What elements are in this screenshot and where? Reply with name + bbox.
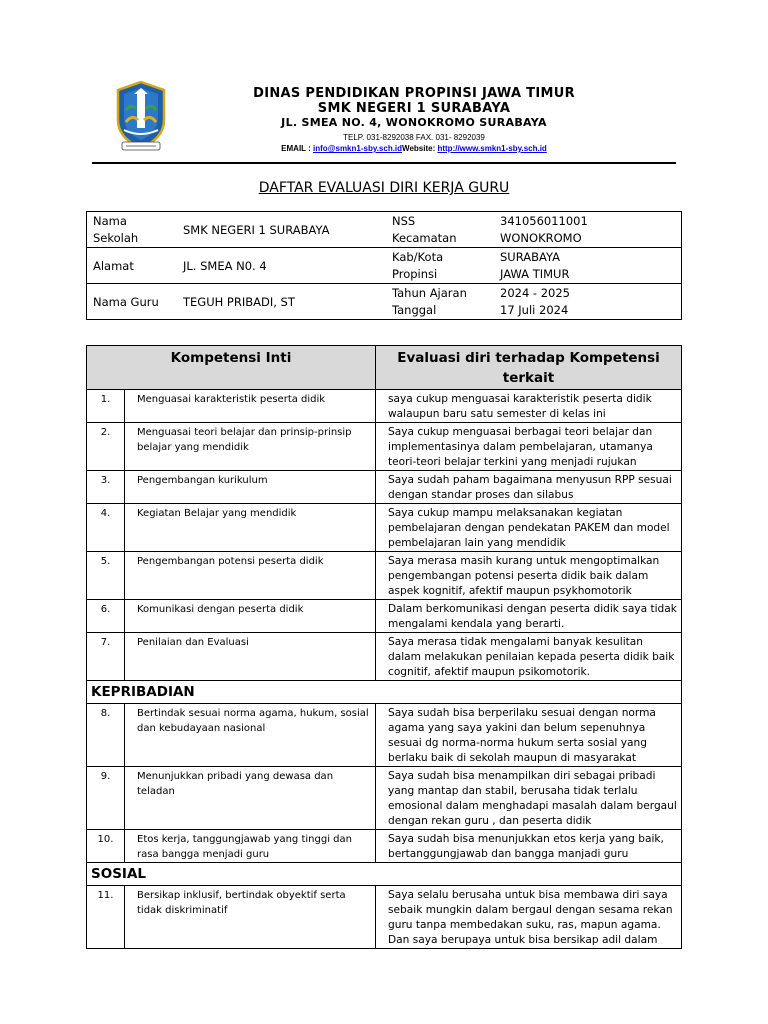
table-row: [87, 390, 682, 423]
row-number: 9.: [87, 767, 125, 830]
evaluasi-cell: saya cukup menguasai karakteristik peserta didik walaupun baru satu semester di kelas ini: [376, 390, 682, 423]
kompetensi-cell: Menunjukkan pribadi yang dewasa dan teladan: [125, 767, 376, 830]
kompetensi-cell: Pengembangan potensi peserta didik: [125, 552, 376, 600]
row-number: 1.: [87, 390, 125, 423]
tahun-tanggal-value: 2024 - 2025 17 Juli 2024: [498, 284, 682, 320]
table-row: [87, 552, 682, 600]
kompetensi-cell: Komunikasi dengan peserta didik: [125, 600, 376, 633]
evaluasi-cell: Saya sudah bisa menunjukkan etos kerja yang baik, bertanggungjawab dan bangga manjadi guru: [376, 830, 682, 863]
table-row: [87, 886, 682, 949]
table-header: [87, 346, 682, 390]
kepribadian-rows: [87, 704, 682, 863]
document-title: DAFTAR EVALUASI DIRI KERJA GURU: [258, 180, 510, 196]
kompetensi-cell: Bertindak sesuai norma agama, hukum, sosial dan kebudayaan nasional: [125, 704, 376, 767]
nama-sekolah-label: Nama Sekolah: [87, 212, 184, 248]
alamat-label: Alamat: [87, 248, 184, 284]
kompetensi-cell: Pengembangan kurikulum: [125, 471, 376, 504]
evaluasi-cell: Saya cukup mampu melaksanakan kegiatan pembelajaran dengan pendekatan PAKEM dan model pembelajaran lain yang mendidik: [376, 504, 682, 552]
section-kepribadian: [87, 681, 682, 704]
table-row: [87, 504, 682, 552]
info-row-guru: [87, 284, 682, 320]
info-row-alamat: [87, 248, 682, 284]
letterhead: [114, 80, 674, 158]
kab-propinsi-label: Kab/Kota Propinsi: [389, 248, 498, 284]
email-label: EMAIL :: [281, 144, 314, 153]
nama-guru-value: TEGUH PRIBADI, ST: [183, 284, 389, 320]
row-number: 5.: [87, 552, 125, 600]
email-link[interactable]: info@smkn1-sby.sch.id: [313, 144, 403, 153]
header-evaluasi: Evaluasi diri terhadap Kompetensi terkait: [376, 346, 682, 390]
sosial-rows: [87, 886, 682, 949]
section-heading-kepribadian: KEPRIBADIAN: [87, 681, 682, 704]
table-row: [87, 423, 682, 471]
evaluasi-cell: Dalam berkomunikasi dengan peserta didik saya tidak mengalami kendala yang berarti.: [376, 600, 682, 633]
nama-sekolah-value: SMK NEGERI 1 SURABAYA: [183, 212, 389, 248]
section-heading-sosial: SOSIAL: [87, 863, 682, 886]
evaluation-table: [86, 345, 682, 949]
kompetensi-cell: Kegiatan Belajar yang mendidik: [125, 504, 376, 552]
letterhead-text: [174, 86, 654, 154]
row-number: 4.: [87, 504, 125, 552]
row-number: 8.: [87, 704, 125, 767]
evaluasi-cell: Saya sudah paham bagaimana menyusun RPP sesuai dengan standar proses dan silabus: [376, 471, 682, 504]
alamat-value: JL. SMEA N0. 4: [183, 248, 389, 284]
table-row: [87, 600, 682, 633]
evaluasi-cell: Saya merasa tidak mengalami banyak kesulitan dalam melakukan penilaian kepada peserta didik baik cognitif, afektif maupun psikomotorik.: [376, 633, 682, 681]
website-link[interactable]: http://www.smkn1-sby.sch.id: [437, 144, 547, 153]
evaluasi-cell: Saya cukup menguasai berbagai teori belajar dan implementasinya dalam pembelajaran, utamanya teori-teori belajar terkini yang menjadi rujukan: [376, 423, 682, 471]
header-kompetensi: Kompetensi Inti: [87, 346, 376, 390]
kab-propinsi-value: SURABAYA JAWA TIMUR: [498, 248, 682, 284]
kompetensi-cell: Menguasai teori belajar dan prinsip-prinsip belajar yang mendidik: [125, 423, 376, 471]
row-number: 6.: [87, 600, 125, 633]
school-phone: TELP. 031-8292038 FAX. 031- 8292039: [343, 133, 485, 142]
table-row: [87, 633, 682, 681]
row-number: 11.: [87, 886, 125, 949]
table-row: [87, 471, 682, 504]
table-row: [87, 830, 682, 863]
section-sosial: [87, 863, 682, 886]
row-number: 2.: [87, 423, 125, 471]
evaluasi-cell: Saya sudah bisa menampilkan diri sebagai pribadi yang mantap dan stabil, berusaha tidak terlalu emosional dalam menghadapi masalah dalam bergaul dengan rekan guru , dan peserta didik: [376, 767, 682, 830]
evaluasi-cell: Saya merasa masih kurang untuk mengoptimalkan pengembangan potensi peserta didik baik dalam aspek kognitif, afektif maupun psykhomotorik: [376, 552, 682, 600]
school-address: JL. SMEA NO. 4, WONOKROMO SURABAYA: [281, 116, 547, 129]
info-row-sekolah: [87, 212, 682, 248]
evaluasi-cell: Saya selalu berusaha untuk bisa membawa diri saya sebaik mungkin dalam bergaul dengan sesama rekan guru tanpa membedakan suku, ras, mapun agama. Dan saya berupaya untuk bisa bersikap adil dalam: [376, 886, 682, 949]
school-info-table: [86, 211, 682, 320]
kompetensi-cell: Penilaian dan Evaluasi: [125, 633, 376, 681]
nss-kecamatan-label: NSS Kecamatan: [389, 212, 498, 248]
nama-guru-label: Nama Guru: [87, 284, 184, 320]
pedagogik-rows: [87, 390, 682, 681]
nss-kecamatan-value: 341056011001 WONOKROMO: [498, 212, 682, 248]
row-number: 10.: [87, 830, 125, 863]
table-row: [87, 767, 682, 830]
row-number: 7.: [87, 633, 125, 681]
agency-name: DINAS PENDIDIKAN PROPINSI JAWA TIMUR: [253, 86, 575, 101]
school-contact: [174, 143, 654, 154]
school-name: SMK NEGERI 1 SURABAYA: [317, 101, 511, 116]
evaluasi-cell: Saya sudah bisa berperilaku sesuai dengan norma agama yang saya yakini dan belum sepenuhnya sesuai dg norma-norma hukum serta sosial yang berlaku baik di sekolah maupun di masyarakat: [376, 704, 682, 767]
website-label: Website:: [402, 144, 438, 153]
tahun-tanggal-label: Tahun Ajaran Tanggal: [389, 284, 498, 320]
kompetensi-cell: Etos kerja, tanggungjawab yang tinggi dan rasa bangga menjadi guru: [125, 830, 376, 863]
kompetensi-cell: Bersikap inklusif, bertindak obyektif serta tidak diskriminatif: [125, 886, 376, 949]
row-number: 3.: [87, 471, 125, 504]
east-java-emblem-icon: [114, 80, 168, 152]
letterhead-divider: [92, 162, 676, 164]
table-row: [87, 704, 682, 767]
kompetensi-cell: Menguasai karakteristik peserta didik: [125, 390, 376, 423]
